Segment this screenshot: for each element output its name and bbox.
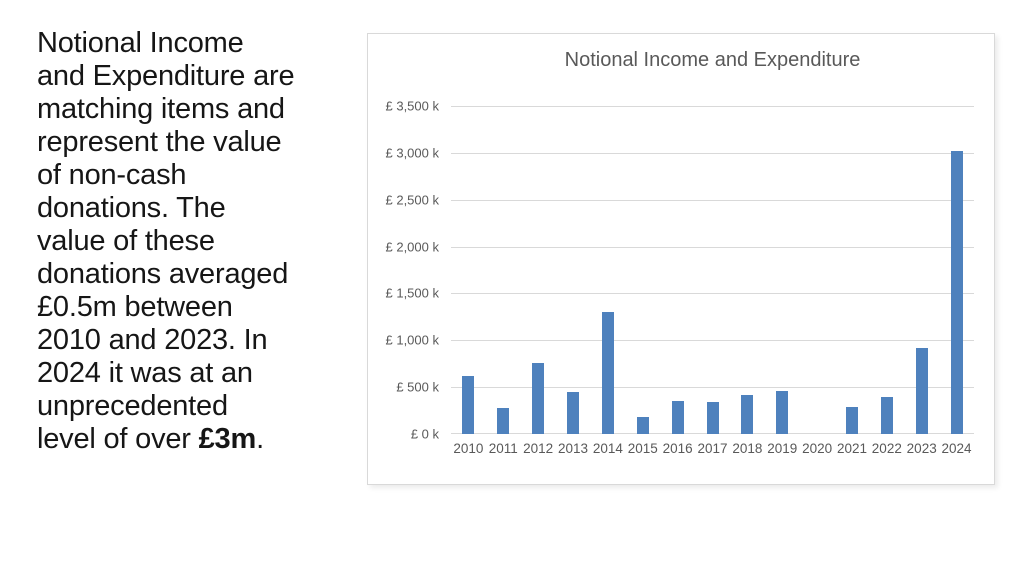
bar-2021 [846,407,858,434]
y-axis-labels [368,98,439,442]
bar-2022 [881,397,893,434]
text-line: donations. The [37,192,226,224]
x-axis-tick-label: 2019 [767,441,798,456]
text-line: matching items and [37,93,285,125]
bar-2023 [916,348,928,434]
x-axis-tick-label: 2016 [662,441,693,456]
y-axis-tick-label: £ 2,500 k [385,192,439,208]
y-axis-tick-label: £ 0 k [410,426,439,442]
bar-2015 [637,417,649,434]
gridline [451,153,974,154]
x-axis-tick-label: 2014 [592,441,623,456]
x-axis-tick-label: 2018 [732,441,763,456]
gridline [451,106,974,107]
chart-title: Notional Income and Expenditure [564,49,861,71]
x-axis-tick-label: 2010 [453,441,484,456]
x-axis-tick-label: 2012 [523,441,554,456]
text-line: value of these [37,225,215,257]
y-axis-tick-label: £ 1,000 k [385,332,439,348]
y-axis-tick-label: £ 3,500 k [385,98,439,114]
y-axis-tick-label: £ 500 k [396,379,439,395]
y-axis-tick-label: £ 1,500 k [385,285,439,301]
x-axis-tick-label: 2013 [558,441,589,456]
text-line: unprecedented [37,390,228,422]
bold-highlight-value: £3m [198,423,257,455]
bar-2010 [462,376,474,434]
chart-card [367,33,995,485]
text-line: represent the value [37,126,282,158]
x-axis-labels [451,441,974,461]
x-axis-tick-label: 2015 [627,441,658,456]
bar-2018 [741,395,753,434]
slide-body-text [37,27,357,456]
text-line: 2024 it was at an [37,357,253,389]
x-axis-tick-label: 2011 [488,441,518,456]
plot-area [451,106,974,434]
y-axis-tick-label: £ 2,000 k [385,239,439,255]
x-axis-tick-label: 2020 [802,441,833,456]
text-line: and Expenditure are [37,60,295,92]
bar-2013 [567,392,579,434]
gridline [451,293,974,294]
bar-2024 [951,151,963,434]
gridline [451,200,974,201]
gridline [451,247,974,248]
bar-2014 [602,312,614,434]
x-axis-tick-label: 2017 [697,441,728,456]
text-line: 2010 and 2023. In [37,324,268,356]
x-axis-tick-label: 2021 [836,441,867,456]
x-axis-tick-label: 2024 [941,441,972,456]
text-line: level of over £3m. [37,423,264,455]
text-line: donations averaged [37,258,289,290]
text-line: £0.5m between [37,291,233,323]
x-axis-tick-label: 2023 [906,441,937,456]
gridline [451,387,974,388]
gridline [451,340,974,341]
bar-2011 [497,408,509,434]
bar-2017 [707,402,719,434]
text-line: Notional Income [37,27,244,59]
bar-2019 [776,391,788,434]
y-axis-tick-label: £ 3,000 k [385,145,439,161]
x-axis-tick-label: 2022 [871,441,902,456]
bar-2012 [532,363,544,434]
text-line: of non-cash [37,159,187,191]
bar-2016 [672,401,684,434]
